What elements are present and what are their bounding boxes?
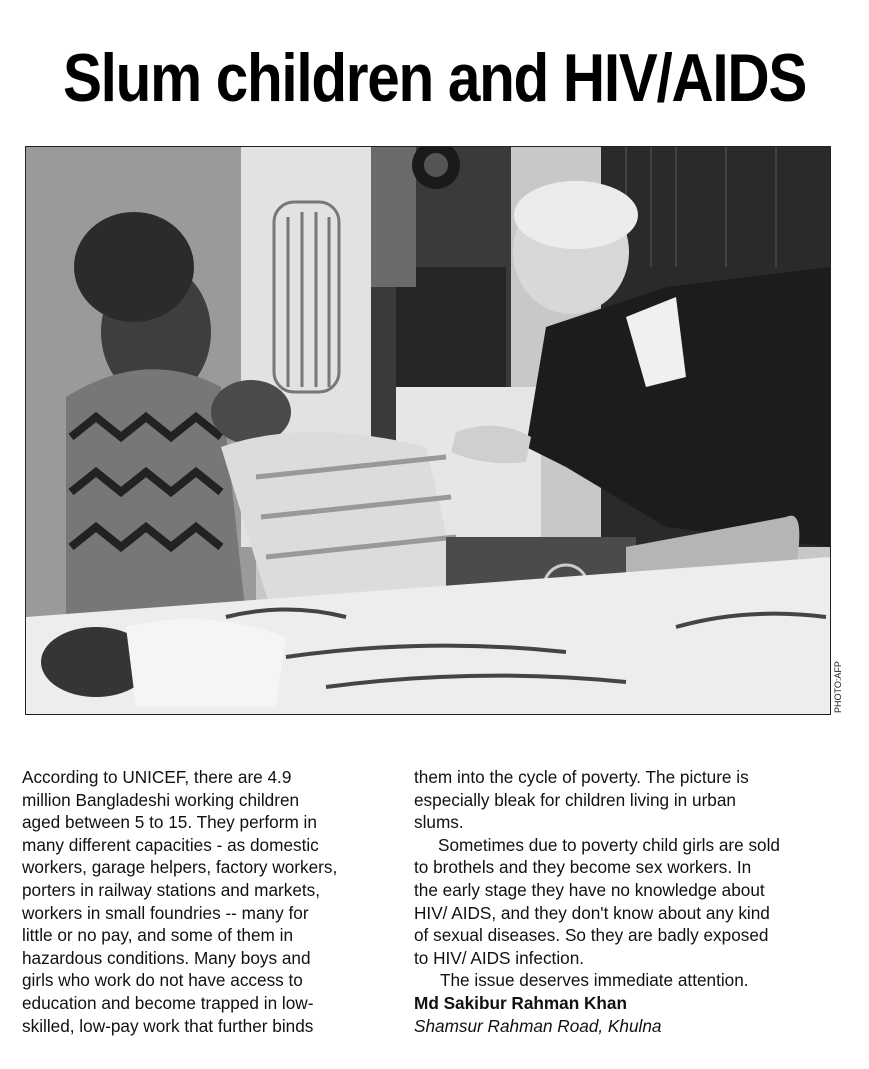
article-line: many different capacities - as domestic	[22, 834, 319, 855]
author-name: Md Sakibur Rahman Khan	[414, 992, 627, 1013]
article-line: porters in railway stations and markets,	[22, 879, 321, 900]
article-line: to brothels and they become sex workers. In	[414, 857, 752, 878]
article-line: workers, garage helpers, factory workers,	[22, 857, 338, 878]
article-column-2	[414, 766, 844, 1037]
article-line: HIV/ AIDS, and they don't know about any kind	[414, 902, 770, 923]
article-line: little or no pay, and some of them in	[22, 925, 294, 946]
article-line: of sexual diseases. So they are badly exposed	[414, 925, 769, 946]
headline: Slum children and HIV/AIDS	[62, 40, 807, 116]
article-line: especially bleak for children living in urban	[414, 789, 736, 810]
article-line: girls who work do not have access to	[22, 970, 303, 991]
article-line: slums.	[414, 812, 464, 833]
sleeping-child-figure	[41, 619, 286, 707]
article-line: According to UNICEF, there are 4.9	[22, 767, 292, 787]
article-line: them into the cycle of poverty. The picture is	[414, 767, 749, 787]
article-line: million Bangladeshi working children	[22, 789, 300, 810]
news-photo	[25, 146, 831, 715]
closing-line: The issue deserves immediate attention.	[440, 970, 749, 991]
photo-credit: PHOTO:AFP	[833, 661, 843, 713]
article-line: the early stage they have no knowledge about	[414, 879, 765, 900]
author-address: Shamsur Rahman Road, Khulna	[414, 1015, 662, 1036]
article-line: Sometimes due to poverty child girls are sold	[438, 834, 780, 855]
article-line: hazardous conditions. Many boys and	[22, 947, 311, 968]
article-line: skilled, low-pay work that further binds	[22, 1015, 314, 1036]
article-line: education and become trapped in low-	[22, 992, 314, 1013]
article-line: aged between 5 to 15. They perform in	[22, 812, 317, 833]
article-line: to HIV/ AIDS infection.	[414, 947, 585, 968]
article-line: workers in small foundries -- many for	[22, 902, 309, 923]
article-column-1	[22, 766, 397, 1037]
